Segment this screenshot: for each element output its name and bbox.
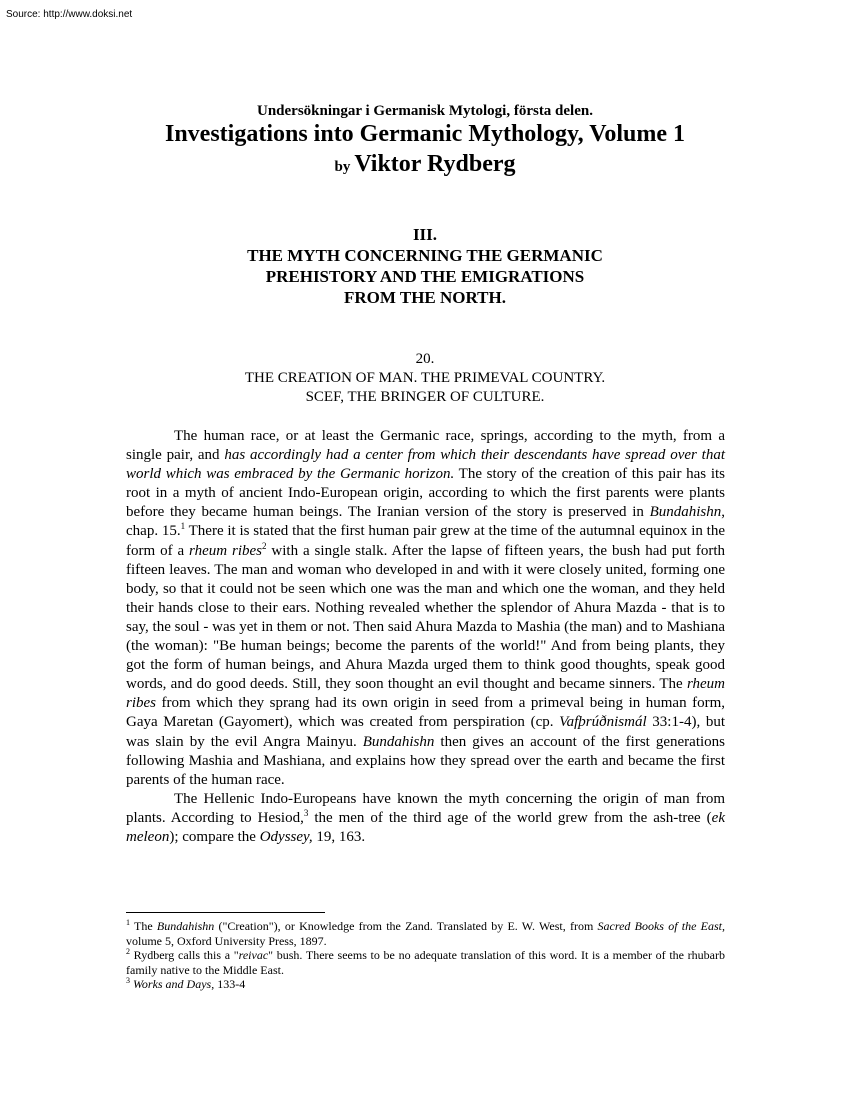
paragraph: The human race, or at least the Germanic race, springs, according to the myth, from a single pair, and has accordingly had a center from which their descendants have spread over that world which was embraced by the Germanic horizon. The story of the creation of this pair has its root in a myth of ancient Indo-European origin, according to which the first parents were plants before they became human beings. The Iranian version of the story is preserved in Bundahishn, chap. 15.$^1$ There it is stated that the first human pair grew at the time of the autumnal equinox in the form of a rheum ribes$^2$ with a single stalk. After the lapse of fifteen years, the bush had put forth fifteen leaves. The man and woman who developed in and with it were closely united, forming one body, so that it could not be seen which one was the man and which one the woman, and they held their hands close to their ears. Nothing revealed whether the splendor of Ahura Mazda - that is to say, the soul - was yet in them or not. Then said Ahura Mazda to Mashia (the man) and to Mashiana (the woman): "Be human beings; become the parents of the world!" And from being plants, they got the form of human beings, and Ahura Mazda urged them to think good thoughts, speak good words, and do good deeds. Still, they soon thought an evil thought and became sinners. The rheum ribes from which they sprang had its own origin in seed from a primeval being in human form, Gaya Maretan (Gayomert), which was created from perspiration (cp. Vafþrúðnismál 33:1-4), but was slain by the evil Angra Mainyu. Bundahishn then gives an account of the first generations following Mashia and Mashiana, and explains how they spread over the earth and became the first parents of the human race. bbox=[126, 428, 726, 788]
section-title-line: THE CREATION OF MAN. THE PRIMEVAL COUNTRY. bbox=[244, 370, 606, 386]
section-heading bbox=[0, 350, 850, 407]
footnote: $^1$ The Bundahishn ("Creation"), or Knowledge from the Zand. Translated by E. W. West, from Sacred Books of the East, volume 5, Oxford University Press, 1897. bbox=[126, 918, 725, 948]
chapter-title-line: PREHISTORY AND THE EMIGRATIONS bbox=[265, 267, 585, 286]
footnote: $^2$ Rydberg calls this a "reivac" bush. There seems to be no adequate translation of this word. It is a member of the rhubarb family native to the Middle East. bbox=[126, 947, 726, 977]
footnote-ref[interactable]: 3 bbox=[303, 807, 309, 818]
footnote-divider bbox=[126, 912, 325, 913]
footnote: $^3$ Works and Days, 133-4 bbox=[126, 976, 246, 992]
chapter-number: III. bbox=[412, 225, 438, 244]
by-word: by bbox=[334, 159, 351, 175]
section-number: 20. bbox=[415, 351, 435, 367]
author-name: Viktor Rydberg bbox=[354, 151, 516, 177]
body-text bbox=[126, 427, 725, 847]
footnote-ref[interactable]: 2 bbox=[262, 540, 267, 551]
paragraph: The Hellenic Indo-Europeans have known the myth concerning the origin of man from plants. According to Hesiod,$^3$ the men of the third age of the world grew from the ash-tree (ek meleon); compare the Odyssey, 19, 163. bbox=[126, 790, 725, 845]
footnote-ref[interactable]: 1 bbox=[180, 521, 186, 532]
source-url: Source: http://www.doksi.net bbox=[6, 9, 133, 20]
section-title-line: SCEF, THE BRINGER OF CULTURE. bbox=[305, 389, 545, 405]
english-title: Investigations into Germanic Mythology, Volume 1 bbox=[164, 121, 686, 147]
swedish-title: Undersökningar i Germanisk Mytologi, första delen. bbox=[257, 103, 593, 119]
chapter-title-line: FROM THE NORTH. bbox=[343, 288, 506, 307]
byline bbox=[0, 151, 850, 178]
chapter-heading bbox=[0, 224, 850, 308]
footnotes bbox=[126, 919, 725, 992]
chapter-title-line: THE MYTH CONCERNING THE GERMANIC bbox=[247, 246, 603, 265]
